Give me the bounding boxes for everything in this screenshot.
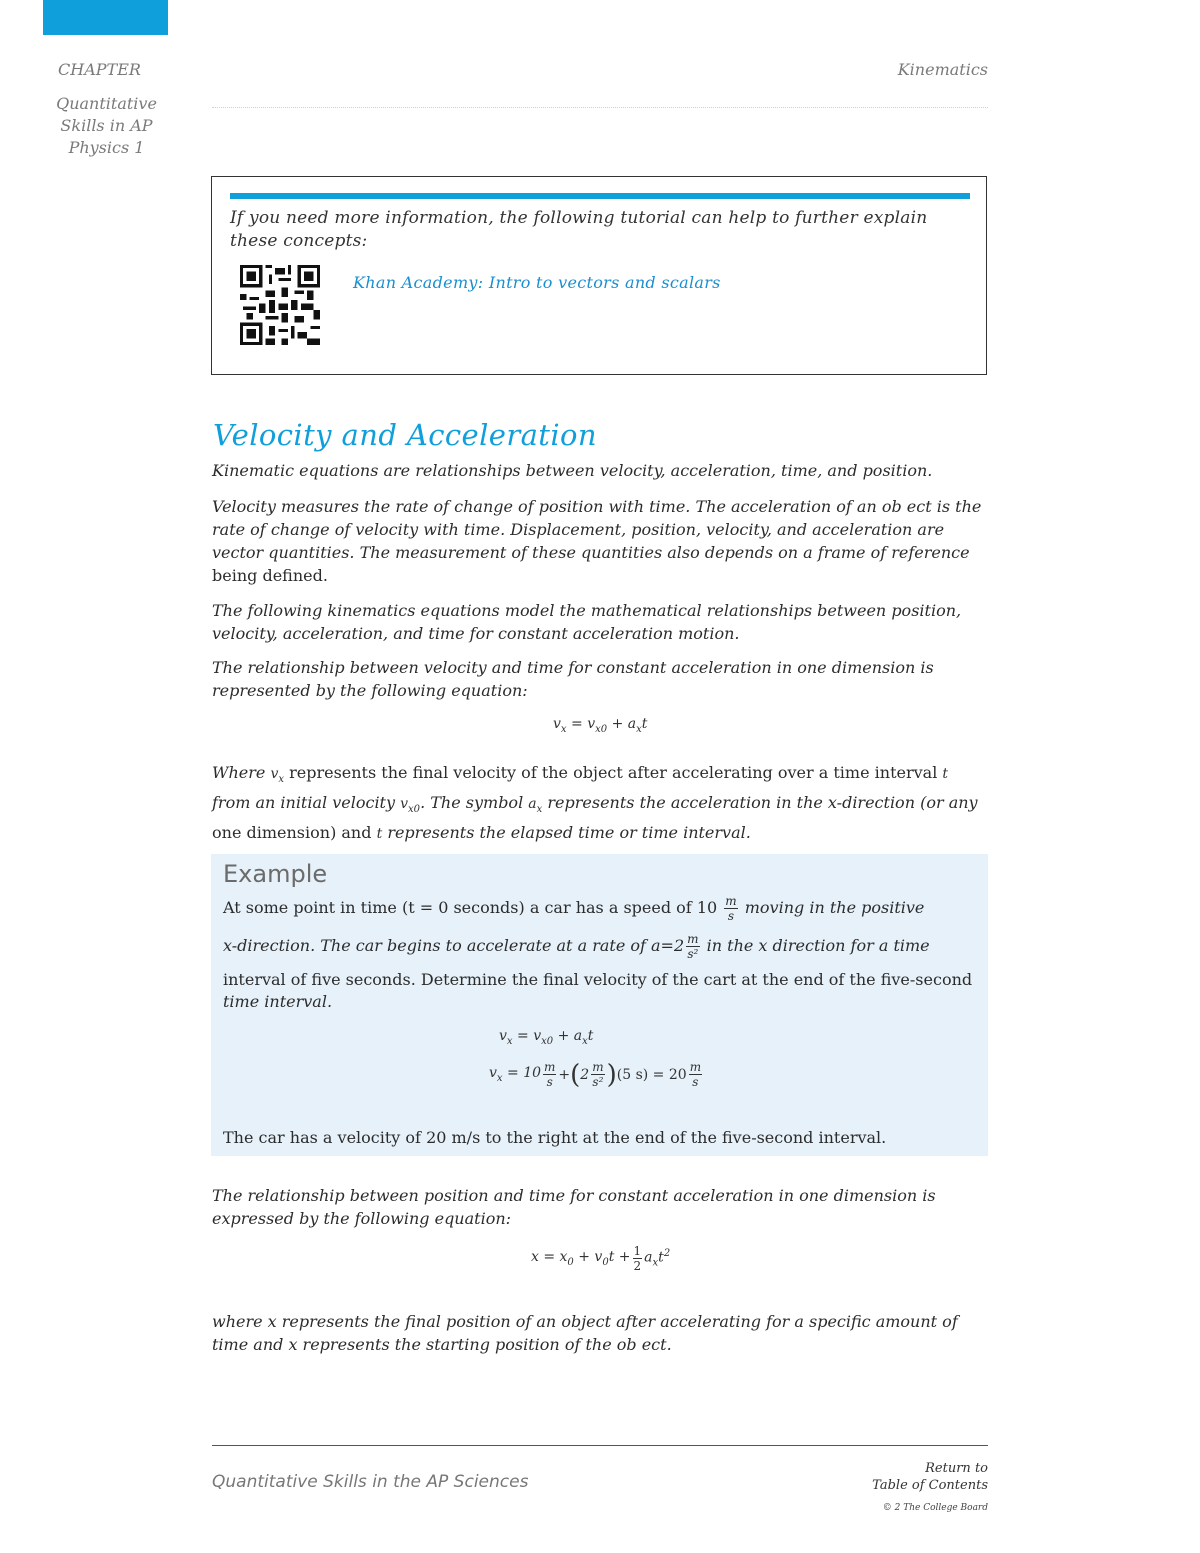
paragraph-kinematics-models: The following kinematics equations model the mathematical relationships between position, velocity, acceleration, and time for constant acceleration motion.	[212, 601, 962, 643]
khan-academy-link[interactable]: Khan Academy: Intro to vectors and scalars	[353, 273, 721, 292]
p5-symbol: . The symbol	[420, 792, 524, 812]
p7-line-2: time and x represents the starting position of the ob ect.	[212, 1335, 672, 1354]
example-line-1a: At some point in time (t = 0 seconds) a car has a speed of 10	[223, 898, 718, 917]
paragraph-kinematic-equations: Kinematic equations are relationships between velocity, acceleration, time, and position.	[212, 461, 933, 480]
example-equation-1: $v_x = v_{x0} + a_xt$	[499, 1028, 594, 1047]
example-equation-2: $v_x = 10$ $\frac{m}{s}$ + ( 2 $\frac{m}{\text{s²}}$ ) (5 s) = 20 $\frac{m}{s}$	[489, 1059, 702, 1090]
info-box-accent-bar	[230, 193, 970, 199]
info-box-intro: If you need more information, the following tutorial can help to further explain these concepts:	[230, 208, 928, 251]
footer-divider	[212, 1445, 988, 1446]
p5-elapsed-time: represents the elapsed time or time interval.	[387, 822, 751, 842]
p5-where: Where	[212, 763, 266, 782]
p5-acceleration: represents the acceleration in the x-direction (or any	[547, 792, 978, 812]
header-divider	[212, 107, 988, 108]
paragraph-velocity-time: The relationship between velocity and time for constant acceleration in one dimension is represented by the following equation:	[212, 658, 934, 700]
paragraph-position-time: The relationship between position and time for constant acceleration in one dimension is expressed by the following equation:	[212, 1186, 936, 1228]
example-line-2b: in the x direction for a time	[706, 936, 930, 955]
example-conclusion: The car has a velocity of 20 m/s to the right at the end of the five-second interval.	[223, 1128, 887, 1147]
return-to-toc-link[interactable]	[872, 1460, 988, 1494]
example-line-2: x-direction. The car begins to accelerate at a rate of a=2 $\frac{m}{\text{s²}}$ in the x direction for a time	[223, 932, 930, 961]
paragraph-variable-definitions: Where $v_x$ represents the final velocity of the object after accelerating over a time interval t from an initial velocity $v_{x0}$. The symbol $a_x$ represents the acceleration in the x-direction (or any one dimension) and t represents the elapsed time or time interval.	[212, 763, 978, 842]
equation-velocity-time: $v_x = v_{x0} + a_xt$	[553, 716, 648, 735]
qr-code-icon[interactable]	[240, 265, 320, 345]
equation-position-time: $x = x_0 + v_0t$ + $\frac{1}{2}$ $a_xt^2$	[531, 1244, 671, 1273]
p5-one-dimension: one dimension) and	[212, 822, 372, 842]
example-line-1: At some point in time (t = 0 seconds) a car has a speed of 10 $\frac{m}{s}$ moving in the positive	[223, 894, 925, 923]
example-box	[211, 854, 988, 1156]
table-of-contents-label: Table of Contents	[872, 1478, 988, 1493]
example-line-1b: moving in the positive	[744, 898, 925, 917]
paragraph-velocity-text-end: being defined.	[212, 566, 328, 585]
return-to-label: Return to	[925, 1461, 988, 1476]
copyright-notice: © 2 The College Board	[882, 1503, 988, 1513]
example-line-3: interval of five seconds. Determine the final velocity of the cart at the end of the five-second	[223, 970, 973, 989]
paragraph-velocity-text: Velocity measures the rate of change of position with time. The acceleration of an ob ect is the rate of change of velocity with time. Displacement, position, velocity, and acceleration are vector quantities. The measurement of these quantities also depends on a frame of reference	[212, 497, 982, 562]
paragraph-velocity-definition	[212, 495, 990, 587]
example-line-2a: x-direction. The car begins to accelerate at a rate of a=2	[223, 936, 685, 955]
p5-initial-velocity: from an initial velocity	[212, 792, 396, 812]
chapter-color-tab	[43, 0, 168, 35]
paragraph-position-definitions	[212, 1310, 990, 1356]
p7-line-1: where x represents the final position of an object after accelerating for a specific amount of	[212, 1312, 958, 1331]
running-section-title: Kinematics	[897, 60, 988, 79]
p5-final-velocity: represents the final velocity of the object after accelerating over a time interval	[289, 763, 938, 782]
section-heading: Velocity and Acceleration	[213, 418, 597, 452]
chapter-title: Quantitative Skills in AP Physics 1	[56, 94, 157, 157]
footer-publication-title: Quantitative Skills in the AP Sciences	[212, 1472, 529, 1492]
example-line-4: time interval.	[223, 992, 333, 1011]
example-title: Example	[223, 860, 328, 888]
chapter-label: CHAPTER	[58, 60, 141, 79]
tutorial-info-box	[211, 176, 987, 375]
